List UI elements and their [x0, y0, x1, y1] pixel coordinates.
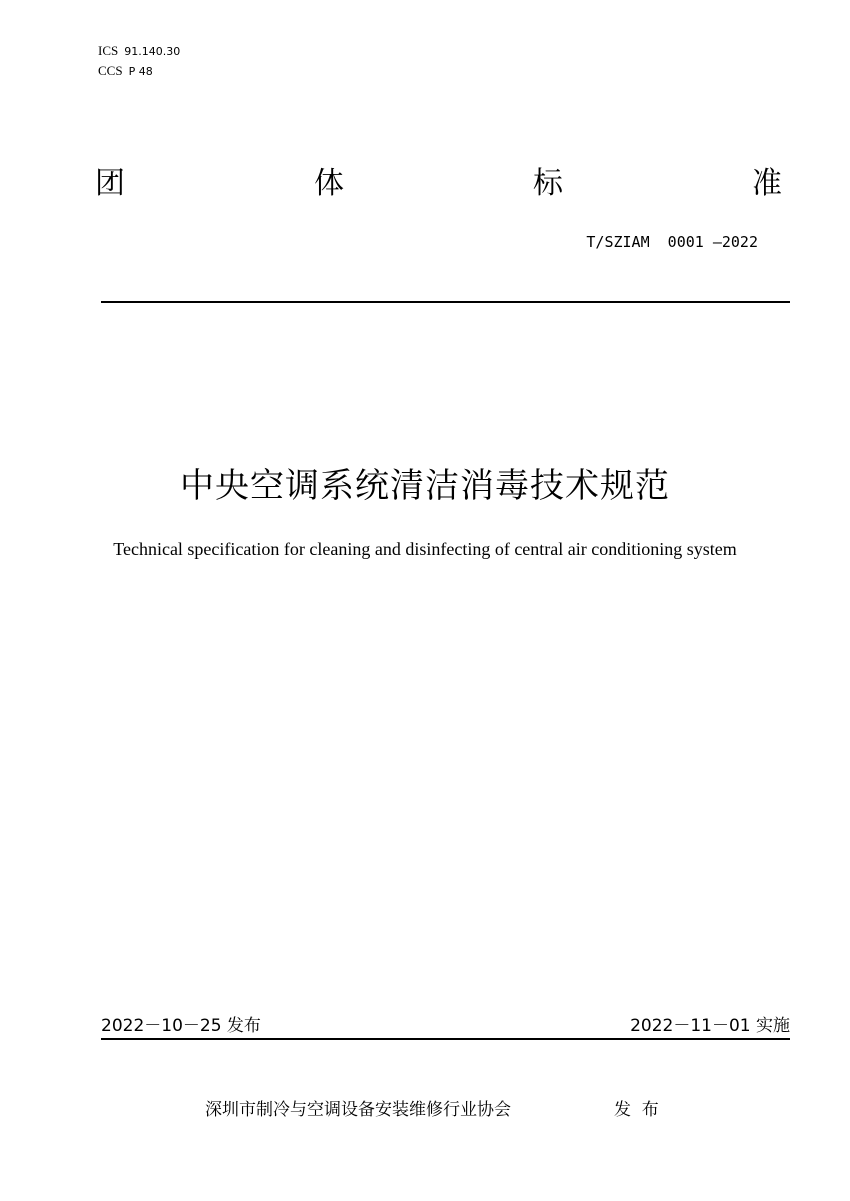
implementation-date: 2022－11－01 实施	[630, 1016, 790, 1036]
publisher-name: 深圳市制冷与空调设备安装维修行业协会	[205, 1100, 511, 1120]
standard-type-char: 准	[752, 166, 782, 201]
issue-date: 2022－10－25 发布	[101, 1016, 261, 1036]
ccs-line	[98, 61, 180, 81]
top-divider	[101, 301, 790, 303]
standard-type-char: 体	[314, 166, 344, 201]
classification-codes	[98, 41, 180, 81]
standard-type-char: 标	[533, 166, 563, 201]
standard-number: T/SZIAM 0001 —2022	[586, 233, 758, 251]
standard-type-char: 团	[95, 166, 125, 201]
standard-type-heading	[95, 162, 782, 206]
title-chinese: 中央空调系统清洁消毒技术规范	[180, 466, 670, 506]
ics-line	[98, 41, 180, 61]
title-english: Technical specification for cleaning and disinfecting of central air conditioning system	[113, 539, 737, 559]
ics-label: ICS	[98, 43, 119, 58]
bottom-divider	[101, 1038, 790, 1040]
publish-label: 发 布	[614, 1100, 659, 1120]
ccs-label: CCS	[98, 63, 123, 78]
ccs-value: P 48	[128, 65, 153, 78]
ics-value: 91.140.30	[124, 45, 181, 58]
